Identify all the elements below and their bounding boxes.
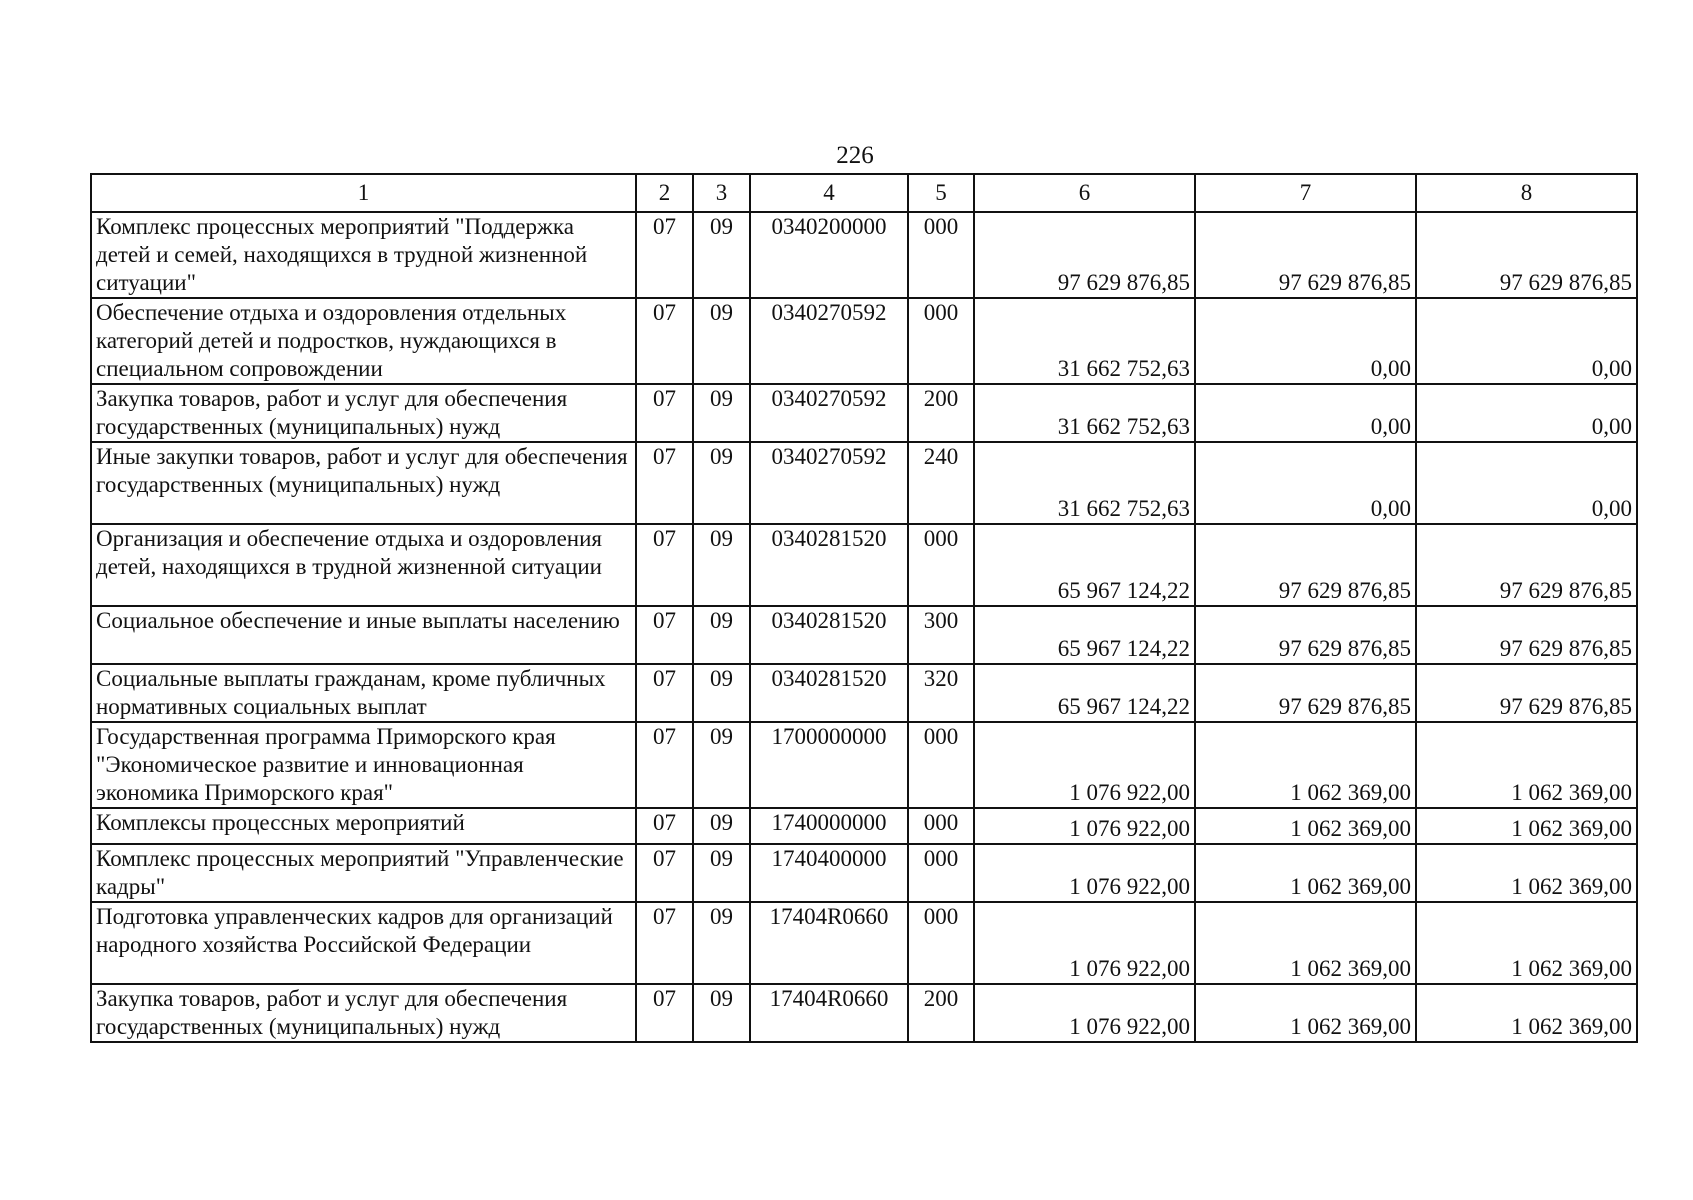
row-section: 07 — [636, 844, 693, 902]
column-header-1: 1 — [91, 174, 636, 212]
row-section: 07 — [636, 606, 693, 664]
row-amount-8: 97 629 876,85 — [1416, 212, 1637, 298]
row-amount-6: 31 662 752,63 — [974, 442, 1195, 524]
table-row — [91, 524, 1637, 606]
row-amount-8: 0,00 — [1416, 298, 1637, 384]
row-amount-6: 65 967 124,22 — [974, 524, 1195, 606]
table-row — [91, 298, 1637, 384]
row-target-article: 0340281520 — [750, 524, 908, 606]
row-amount-8: 1 062 369,00 — [1416, 902, 1637, 984]
row-amount-7: 97 629 876,85 — [1195, 606, 1416, 664]
table-row — [91, 722, 1637, 808]
row-subsection: 09 — [693, 844, 750, 902]
row-name: Комплексы процессных мероприятий — [91, 808, 636, 844]
row-subsection: 09 — [693, 664, 750, 722]
table-row — [91, 984, 1637, 1042]
row-expense-type: 000 — [908, 212, 974, 298]
row-subsection: 09 — [693, 722, 750, 808]
row-amount-8: 1 062 369,00 — [1416, 844, 1637, 902]
row-target-article: 0340270592 — [750, 384, 908, 442]
row-amount-6: 1 076 922,00 — [974, 984, 1195, 1042]
row-amount-7: 0,00 — [1195, 442, 1416, 524]
row-subsection: 09 — [693, 902, 750, 984]
row-subsection: 09 — [693, 384, 750, 442]
row-amount-8: 97 629 876,85 — [1416, 524, 1637, 606]
row-section: 07 — [636, 384, 693, 442]
row-expense-type: 000 — [908, 808, 974, 844]
table-row — [91, 664, 1637, 722]
column-header-8: 8 — [1416, 174, 1637, 212]
row-subsection: 09 — [693, 808, 750, 844]
row-amount-7: 1 062 369,00 — [1195, 844, 1416, 902]
row-expense-type: 000 — [908, 902, 974, 984]
row-expense-type: 320 — [908, 664, 974, 722]
table-body — [91, 212, 1637, 1042]
row-expense-type: 200 — [908, 384, 974, 442]
row-name: Комплекс процессных мероприятий "Поддержка детей и семей, находящихся в трудной жизненной ситуации" — [91, 212, 636, 298]
row-expense-type: 000 — [908, 722, 974, 808]
row-name: Закупка товаров, работ и услуг для обеспечения государственных (муниципальных) нужд — [91, 984, 636, 1042]
row-name: Закупка товаров, работ и услуг для обеспечения государственных (муниципальных) нужд — [91, 384, 636, 442]
row-section: 07 — [636, 524, 693, 606]
table-row — [91, 212, 1637, 298]
row-amount-6: 65 967 124,22 — [974, 664, 1195, 722]
row-amount-8: 97 629 876,85 — [1416, 606, 1637, 664]
row-amount-7: 1 062 369,00 — [1195, 722, 1416, 808]
row-target-article: 0340281520 — [750, 664, 908, 722]
row-section: 07 — [636, 984, 693, 1042]
row-target-article: 17404R0660 — [750, 902, 908, 984]
row-amount-6: 1 076 922,00 — [974, 844, 1195, 902]
row-amount-8: 97 629 876,85 — [1416, 664, 1637, 722]
row-target-article: 0340200000 — [750, 212, 908, 298]
row-name: Социальные выплаты гражданам, кроме публичных нормативных социальных выплат — [91, 664, 636, 722]
row-target-article: 0340270592 — [750, 442, 908, 524]
row-target-article: 0340270592 — [750, 298, 908, 384]
row-amount-7: 1 062 369,00 — [1195, 808, 1416, 844]
row-subsection: 09 — [693, 298, 750, 384]
row-target-article: 1700000000 — [750, 722, 908, 808]
budget-table — [90, 173, 1638, 1043]
table-row — [91, 808, 1637, 844]
row-expense-type: 240 — [908, 442, 974, 524]
row-amount-6: 65 967 124,22 — [974, 606, 1195, 664]
row-section: 07 — [636, 808, 693, 844]
table-row — [91, 606, 1637, 664]
row-amount-6: 1 076 922,00 — [974, 722, 1195, 808]
table-row — [91, 442, 1637, 524]
row-section: 07 — [636, 722, 693, 808]
table-row — [91, 844, 1637, 902]
row-amount-8: 1 062 369,00 — [1416, 722, 1637, 808]
row-target-article: 1740400000 — [750, 844, 908, 902]
row-expense-type: 200 — [908, 984, 974, 1042]
row-expense-type: 000 — [908, 298, 974, 384]
row-name: Иные закупки товаров, работ и услуг для обеспечения государственных (муниципальных) нужд — [91, 442, 636, 524]
header-row — [91, 174, 1637, 212]
row-amount-6: 31 662 752,63 — [974, 384, 1195, 442]
row-name: Социальное обеспечение и иные выплаты населению — [91, 606, 636, 664]
row-amount-7: 0,00 — [1195, 298, 1416, 384]
column-header-7: 7 — [1195, 174, 1416, 212]
row-amount-7: 0,00 — [1195, 384, 1416, 442]
row-section: 07 — [636, 902, 693, 984]
row-amount-8: 0,00 — [1416, 442, 1637, 524]
column-header-6: 6 — [974, 174, 1195, 212]
table-header — [91, 174, 1637, 212]
row-expense-type: 000 — [908, 524, 974, 606]
row-subsection: 09 — [693, 984, 750, 1042]
column-header-4: 4 — [750, 174, 908, 212]
row-amount-7: 97 629 876,85 — [1195, 212, 1416, 298]
row-section: 07 — [636, 442, 693, 524]
column-header-2: 2 — [636, 174, 693, 212]
row-section: 07 — [636, 212, 693, 298]
row-amount-8: 1 062 369,00 — [1416, 808, 1637, 844]
row-name: Комплекс процессных мероприятий "Управленческие кадры" — [91, 844, 636, 902]
row-name: Обеспечение отдыха и оздоровления отдельных категорий детей и подростков, нуждающихся в специальном сопровождении — [91, 298, 636, 384]
row-section: 07 — [636, 664, 693, 722]
row-target-article: 17404R0660 — [750, 984, 908, 1042]
row-amount-7: 1 062 369,00 — [1195, 984, 1416, 1042]
row-name: Подготовка управленческих кадров для организаций народного хозяйства Российской Федерации — [91, 902, 636, 984]
row-section: 07 — [636, 298, 693, 384]
row-amount-7: 97 629 876,85 — [1195, 524, 1416, 606]
column-header-3: 3 — [693, 174, 750, 212]
page-number: 226 — [836, 142, 874, 169]
row-amount-8: 1 062 369,00 — [1416, 984, 1637, 1042]
row-amount-6: 1 076 922,00 — [974, 808, 1195, 844]
table-row — [91, 902, 1637, 984]
row-target-article: 0340281520 — [750, 606, 908, 664]
row-amount-8: 0,00 — [1416, 384, 1637, 442]
row-subsection: 09 — [693, 442, 750, 524]
row-target-article: 1740000000 — [750, 808, 908, 844]
row-amount-6: 97 629 876,85 — [974, 212, 1195, 298]
column-header-5: 5 — [908, 174, 974, 212]
row-amount-7: 1 062 369,00 — [1195, 902, 1416, 984]
row-name: Организация и обеспечение отдыха и оздоровления детей, находящихся в трудной жизненной ситуации — [91, 524, 636, 606]
table-row — [91, 384, 1637, 442]
row-amount-7: 97 629 876,85 — [1195, 664, 1416, 722]
row-subsection: 09 — [693, 212, 750, 298]
row-amount-6: 31 662 752,63 — [974, 298, 1195, 384]
row-subsection: 09 — [693, 524, 750, 606]
row-subsection: 09 — [693, 606, 750, 664]
row-name: Государственная программа Приморского края "Экономическое развитие и инновационная экономика Приморского края" — [91, 722, 636, 808]
row-expense-type: 300 — [908, 606, 974, 664]
row-amount-6: 1 076 922,00 — [974, 902, 1195, 984]
row-expense-type: 000 — [908, 844, 974, 902]
